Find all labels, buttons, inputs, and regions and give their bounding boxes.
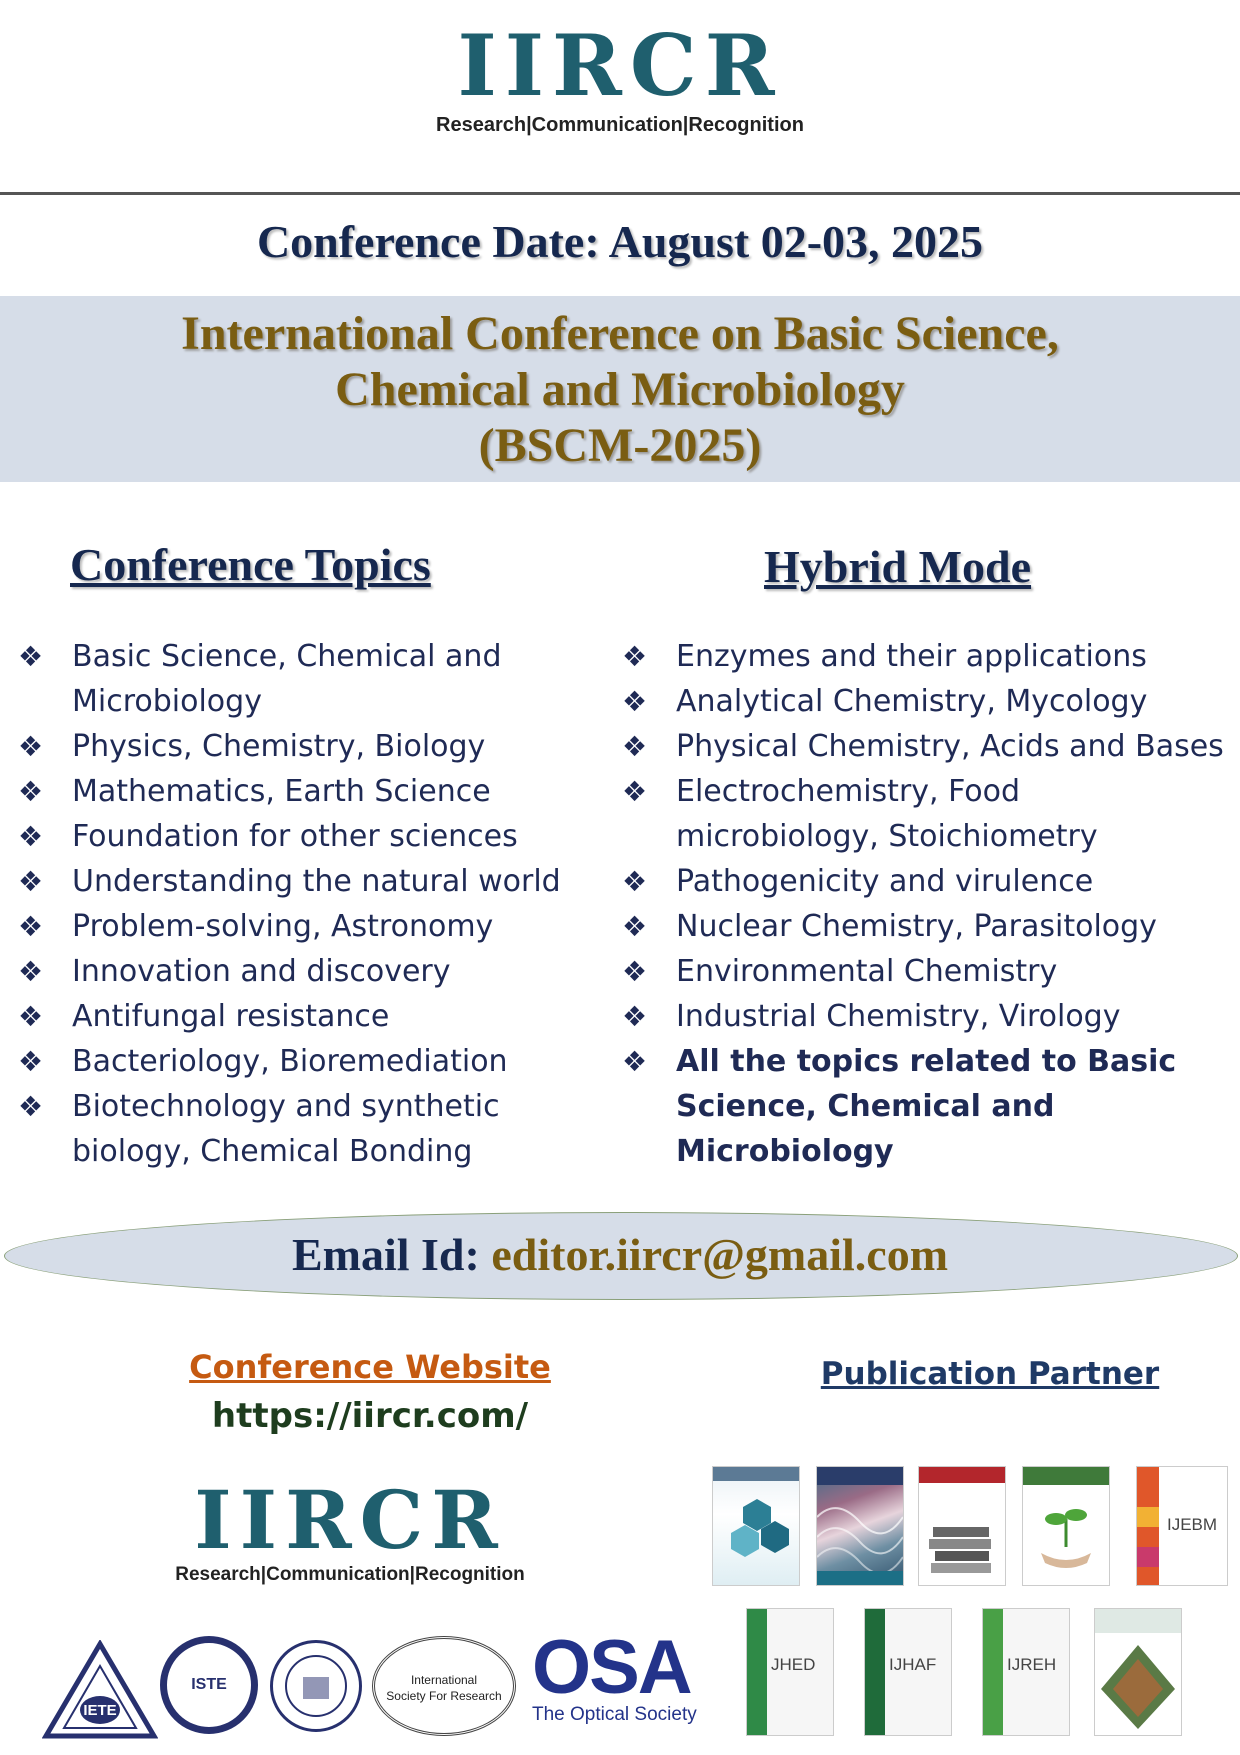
topics-heading: Conference Topics: [70, 539, 431, 590]
journal-cover-title: IJHAF: [889, 1655, 937, 1674]
list-item: ❖ Mathematics, Earth Science: [18, 769, 578, 814]
title-line-3: (BSCM-2025): [478, 419, 762, 472]
journal-cover-title: JHED: [771, 1655, 816, 1674]
journal-cover: [1136, 1466, 1228, 1586]
email-label: Email Id:: [291, 1229, 480, 1280]
triangle-emblem-icon: [42, 1640, 158, 1740]
logo-tagline: Research|Communication|Recognition: [436, 114, 804, 136]
logo-wordmark: IIRCR: [194, 1473, 506, 1567]
list-item: ❖ Enzymes and their applications: [622, 634, 1234, 679]
iete-logo-text: IETE: [83, 1702, 117, 1719]
list-item: ❖ Nuclear Chemistry, Parasitology: [622, 904, 1234, 949]
list-item: ❖ Pathogenicity and virulence: [622, 859, 1234, 904]
journal-cover-title: IJREH: [1007, 1655, 1057, 1674]
footer-logo: [150, 1473, 550, 1586]
list-item: ❖ All the topics related to Basic: [622, 1039, 1234, 1084]
publication-partner-heading: Publication Partner: [820, 1356, 1160, 1392]
list-item: ❖ Basic Science, Chemical and: [18, 634, 578, 679]
journal-cover: [746, 1608, 834, 1736]
list-item: ❖ Biotechnology and synthetic: [18, 1084, 578, 1129]
diamond-bullet-icon: ❖: [622, 865, 648, 898]
journal-cover: [918, 1466, 1006, 1586]
email-address[interactable]: editor.iircr@gmail.com: [491, 1229, 949, 1280]
list-item-continued: microbiology, Stoichiometry: [676, 819, 1098, 854]
books-stack-icon: [919, 1467, 1005, 1585]
diamond-bullet-icon: ❖: [18, 955, 44, 988]
mode-heading: Hybrid Mode: [764, 541, 1032, 592]
list-item: ❖ Environmental Chemistry: [622, 949, 1234, 994]
diamond-bullet-icon: ❖: [18, 775, 44, 808]
right-topic-list: [622, 634, 1234, 1174]
list-item: ❖ Electrochemistry, Food: [622, 769, 1234, 814]
diamond-bullet-icon: ❖: [622, 1045, 648, 1078]
logo-tagline: Research|Communication|Recognition: [175, 1564, 525, 1585]
list-item: ❖ Antifungal resistance: [18, 994, 578, 1039]
list-item-continued: Microbiology: [72, 684, 262, 719]
logo-wordmark: IIRCR: [457, 16, 783, 115]
list-item-continued: Science, Chemical and: [676, 1089, 1055, 1124]
isr-logo-line-1: International: [410, 1673, 478, 1687]
list-item: ❖ Physics, Chemistry, Biology: [18, 724, 578, 769]
journal-cover: [816, 1466, 904, 1586]
journal-cover-title: IJEBM: [1167, 1515, 1218, 1534]
iste-logo: [160, 1636, 258, 1734]
diamond-bullet-icon: ❖: [18, 640, 44, 673]
osa-logo-name: The Optical Society: [532, 1704, 697, 1725]
journal-cover: [1094, 1608, 1182, 1736]
left-topic-list: [18, 634, 578, 1174]
list-item: ❖ Understanding the natural world: [18, 859, 578, 904]
conference-date: Conference Date: August 02-03, 2025: [256, 216, 984, 267]
iste-logo-text: ISTE: [191, 1676, 227, 1693]
diamond-bullet-icon: ❖: [622, 910, 648, 943]
diamond-bullet-icon: ❖: [18, 865, 44, 898]
nature-collage-icon: [1095, 1609, 1181, 1735]
journal-cover: [712, 1466, 800, 1586]
title-line-2: Chemical and Microbiology: [335, 363, 905, 416]
osa-logo: [532, 1625, 702, 1726]
diamond-bullet-icon: ❖: [18, 730, 44, 763]
list-item: ❖ Bacteriology, Bioremediation: [18, 1039, 578, 1084]
isr-logo-line-2: Society For Research: [386, 1689, 502, 1703]
diamond-bullet-icon: ❖: [622, 730, 648, 763]
diamond-bullet-icon: ❖: [18, 1045, 44, 1078]
conference-title: [0, 306, 1240, 474]
list-item: ❖ Physical Chemistry, Acids and Bases: [622, 724, 1234, 769]
diamond-bullet-icon: ❖: [622, 775, 648, 808]
list-item-continued: Microbiology: [676, 1134, 894, 1169]
abstract-wave-icon: [817, 1467, 903, 1585]
osa-logo-mark: OSA: [532, 1625, 691, 1710]
diamond-bullet-icon: ❖: [18, 1090, 44, 1123]
list-item: ❖ Foundation for other sciences: [18, 814, 578, 859]
list-item: ❖ Analytical Chemistry, Mycology: [622, 679, 1234, 724]
institution-seal: [270, 1640, 362, 1732]
list-item: ❖ Industrial Chemistry, Virology: [622, 994, 1234, 1039]
website-url[interactable]: https://iircr.com/: [211, 1396, 529, 1436]
email-line: [0, 1228, 1240, 1281]
list-item: ❖ Innovation and discovery: [18, 949, 578, 994]
diamond-bullet-icon: ❖: [18, 820, 44, 853]
diamond-bullet-icon: ❖: [622, 685, 648, 718]
engineering-emblem-icon: [273, 1643, 359, 1729]
list-item-continued: biology, Chemical Bonding: [72, 1134, 473, 1169]
list-item: ❖ Problem-solving, Astronomy: [18, 904, 578, 949]
website-label[interactable]: Conference Website: [189, 1348, 551, 1386]
header-divider: [0, 192, 1240, 195]
diamond-bullet-icon: ❖: [622, 640, 648, 673]
journal-cover: [864, 1608, 952, 1736]
iete-logo: [42, 1640, 158, 1740]
title-line-1: International Conference on Basic Science,: [181, 307, 1059, 360]
journal-cover: [982, 1608, 1070, 1736]
isr-logo: [372, 1636, 516, 1736]
diamond-bullet-icon: ❖: [18, 910, 44, 943]
hexagon-pattern-icon: [713, 1467, 799, 1585]
journal-cover: [1022, 1466, 1110, 1586]
diamond-bullet-icon: ❖: [18, 1000, 44, 1033]
plant-in-hand-icon: [1023, 1467, 1109, 1585]
diamond-bullet-icon: ❖: [622, 1000, 648, 1033]
diamond-bullet-icon: ❖: [622, 955, 648, 988]
header-logo: [0, 16, 1240, 137]
